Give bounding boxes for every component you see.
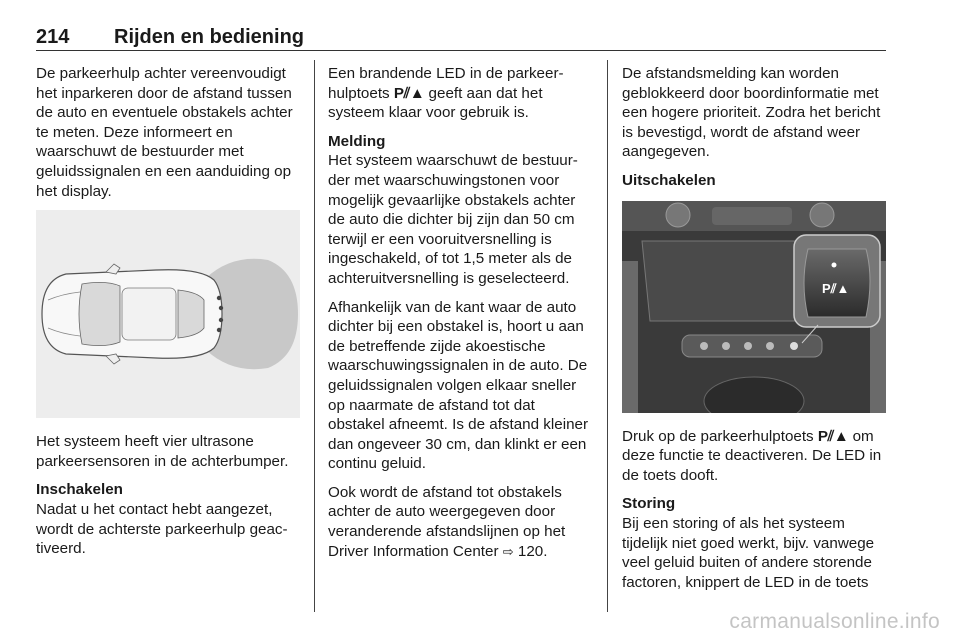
car-top-view-illustration — [36, 210, 300, 418]
column-1 — [36, 64, 300, 568]
column-divider-1 — [314, 60, 315, 612]
blocking-paragraph: De afstandsmelding kan worden geblokkeerd door boordinformatie met een hogere prioriteit. Zodra het bericht is bevestigd, wordt de afstand weer aangegeven. — [622, 65, 881, 161]
figure-parking-button — [622, 201, 886, 413]
page-number: 214 — [36, 26, 70, 48]
page-header — [36, 26, 886, 52]
column-2 — [328, 64, 594, 570]
parking-assist-icon: P⫽▲ — [817, 427, 849, 445]
uitschakelen-paragraph: Druk op de parkeerhulptoets P⫽▲ om deze functie te deactiveren. De LED in de toets dooft. — [622, 427, 882, 484]
led-indicator — [832, 262, 837, 267]
inschakelen-paragraph: Nadat u het contact hebt aangezet, wordt de achterste parkeerhulp geactiveerd. — [36, 500, 288, 558]
sensor-dot — [217, 296, 221, 300]
watermark: carmanualsonline.info — [729, 610, 940, 633]
sensor-dot — [219, 306, 223, 310]
heading-storing: Storing — [622, 495, 676, 513]
sensor-dot — [219, 318, 223, 322]
header-rule — [36, 50, 886, 51]
sensor-dot — [217, 328, 221, 332]
led-paragraph: Een brandende LED in de parkeerhulptoets P⫽▲ geeft aan dat het systeem klaar voor gebruik is. — [328, 65, 564, 122]
side-signals-paragraph: Afhankelijk van de kant waar de auto dichter bij een obstakel is, hoort u aan de betreffende zijde akoestische waarschuwingssignalen in de auto. De geluidssignalen volgen elkaar sneller op naarmate de afstand tot dat obstakel afneemt. Is de afstand kleiner dan ongeveer 30 cm, dan klinkt er een continu geluid. — [328, 298, 589, 473]
section-title: Rijden en bediening — [114, 26, 305, 48]
figure-car-sensor-zone — [36, 210, 300, 418]
sensors-paragraph: Het systeem heeft vier ultrasone parkeersensoren in de achterbumper. — [36, 433, 289, 470]
column-divider-2 — [607, 60, 608, 612]
button-label: P⫽▲ — [822, 280, 850, 296]
page-reference-arrow-icon: ⇨ — [502, 543, 514, 559]
column-3 — [622, 64, 886, 601]
storing-paragraph: Bij een storing of als het systeem tijdelijk niet goed werkt, bijv. vanwege veel geluid buiten of andere storende factoren, knippert de LED in de toets — [622, 514, 875, 591]
heading-inschakelen: Inschakelen — [36, 481, 123, 499]
melding-paragraph: Het systeem waarschuwt de bestuurder met waarschuwingstonen voor mogelijk gevaarlijke obstakels achter de auto die dichter bij zijn dan 50 cm terwijl er een vooruitversnelling is ingeschakeld, of tot 1,5 meter als de achteruitversnelling is geselecteerd. — [328, 152, 578, 287]
heading-melding: Melding — [328, 132, 386, 150]
parking-assist-icon: P⫽▲ — [393, 84, 425, 102]
heading-uitschakelen: Uitschakelen — [622, 171, 716, 189]
distance-lines-paragraph: Ook wordt de afstand tot obstakels achter de auto weergegeven door veranderende afstandslijnen op het Driver Information Center ⇨ 120. — [328, 483, 566, 560]
intro-paragraph: De parkeerhulp achter vereenvoudigt het inparkeren door de afstand tussen de auto en eventuele obstakels achter te meten. Deze informeert en waarschuwt de bestuurder met geluidssignalen en een aanduiding op het display. — [36, 65, 293, 200]
dashboard-button-illustration — [622, 201, 886, 413]
